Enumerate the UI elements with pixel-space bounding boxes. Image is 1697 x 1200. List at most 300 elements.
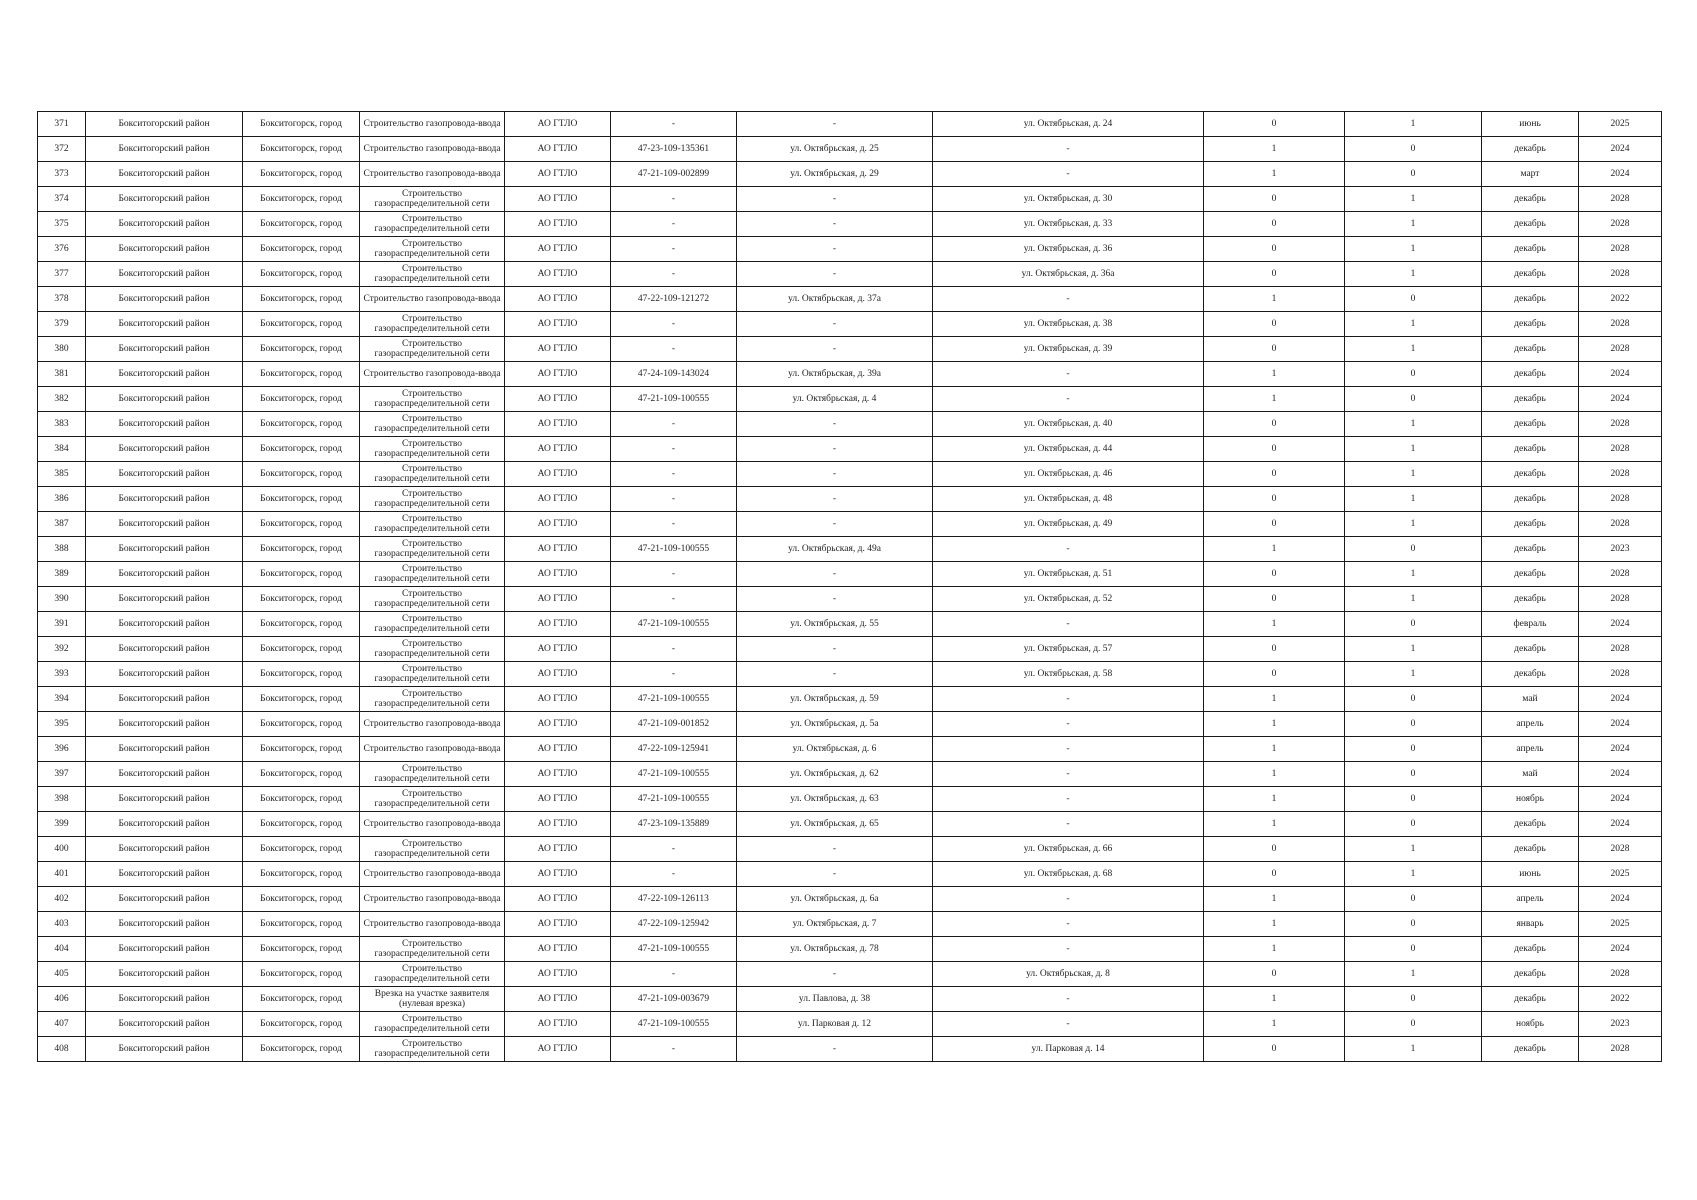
cell-address-existing: ул. Октябрьская, д. 6а <box>737 887 933 912</box>
cell-registry-code: - <box>611 337 737 362</box>
cell-locality: Бокситогорск, город <box>243 262 360 287</box>
cell-number: 390 <box>38 587 86 612</box>
cell-number: 404 <box>38 937 86 962</box>
cell-address-existing: - <box>737 437 933 462</box>
cell-district: Бокситогорский район <box>86 762 243 787</box>
cell-address-planned: - <box>933 887 1204 912</box>
cell-count-a: 0 <box>1204 187 1345 212</box>
cell-number: 405 <box>38 962 86 987</box>
table-row <box>38 1037 1662 1062</box>
cell-address-planned: ул. Парковая д. 14 <box>933 1037 1204 1062</box>
cell-count-b: 0 <box>1345 887 1482 912</box>
cell-address-planned: ул. Октябрьская, д. 38 <box>933 312 1204 337</box>
cell-district: Бокситогорский район <box>86 1037 243 1062</box>
cell-count-a: 0 <box>1204 862 1345 887</box>
cell-work-type: Строительство газопровода-ввода <box>360 112 505 137</box>
table-row <box>38 512 1662 537</box>
cell-registry-code: 47-23-109-135889 <box>611 812 737 837</box>
cell-month: декабрь <box>1482 987 1579 1012</box>
cell-year: 2028 <box>1579 587 1662 612</box>
cell-district: Бокситогорский район <box>86 587 243 612</box>
cell-organization: АО ГТЛО <box>505 762 611 787</box>
cell-registry-code: 47-22-109-125942 <box>611 912 737 937</box>
cell-number: 387 <box>38 512 86 537</box>
cell-address-existing: ул. Павлова, д. 38 <box>737 987 933 1012</box>
cell-year: 2028 <box>1579 187 1662 212</box>
cell-locality: Бокситогорск, город <box>243 887 360 912</box>
cell-count-a: 0 <box>1204 587 1345 612</box>
cell-locality: Бокситогорск, город <box>243 987 360 1012</box>
cell-address-planned: ул. Октябрьская, д. 8 <box>933 962 1204 987</box>
cell-organization: АО ГТЛО <box>505 712 611 737</box>
cell-number: 408 <box>38 1037 86 1062</box>
cell-registry-code: 47-21-109-100555 <box>611 787 737 812</box>
cell-year: 2024 <box>1579 787 1662 812</box>
cell-count-a: 1 <box>1204 1012 1345 1037</box>
cell-locality: Бокситогорск, город <box>243 762 360 787</box>
cell-address-planned: ул. Октябрьская, д. 44 <box>933 437 1204 462</box>
cell-organization: АО ГТЛО <box>505 312 611 337</box>
cell-registry-code: 47-21-109-100555 <box>611 937 737 962</box>
cell-year: 2028 <box>1579 1037 1662 1062</box>
cell-count-b: 1 <box>1345 487 1482 512</box>
cell-month: май <box>1482 687 1579 712</box>
table-row <box>38 762 1662 787</box>
cell-number: 375 <box>38 212 86 237</box>
cell-organization: АО ГТЛО <box>505 887 611 912</box>
cell-organization: АО ГТЛО <box>505 162 611 187</box>
cell-month: ноябрь <box>1482 1012 1579 1037</box>
table-row <box>38 962 1662 987</box>
cell-district: Бокситогорский район <box>86 487 243 512</box>
cell-address-existing: ул. Октябрьская, д. 78 <box>737 937 933 962</box>
cell-work-type: Строительство газораспределительной сети <box>360 787 505 812</box>
cell-month: декабрь <box>1482 312 1579 337</box>
cell-district: Бокситогорский район <box>86 362 243 387</box>
data-table <box>37 111 1662 1062</box>
table-row <box>38 887 1662 912</box>
cell-year: 2028 <box>1579 412 1662 437</box>
cell-locality: Бокситогорск, город <box>243 412 360 437</box>
cell-registry-code: - <box>611 637 737 662</box>
cell-month: декабрь <box>1482 262 1579 287</box>
cell-month: декабрь <box>1482 587 1579 612</box>
cell-registry-code: - <box>611 262 737 287</box>
cell-month: декабрь <box>1482 512 1579 537</box>
cell-count-b: 0 <box>1345 362 1482 387</box>
cell-locality: Бокситогорск, город <box>243 937 360 962</box>
cell-count-a: 1 <box>1204 387 1345 412</box>
cell-work-type: Строительство газораспределительной сети <box>360 612 505 637</box>
cell-organization: АО ГТЛО <box>505 637 611 662</box>
cell-address-planned: ул. Октябрьская, д. 48 <box>933 487 1204 512</box>
cell-month: декабрь <box>1482 437 1579 462</box>
cell-district: Бокситогорский район <box>86 837 243 862</box>
cell-year: 2028 <box>1579 662 1662 687</box>
cell-count-b: 1 <box>1345 262 1482 287</box>
cell-number: 372 <box>38 137 86 162</box>
table-row <box>38 662 1662 687</box>
cell-year: 2024 <box>1579 737 1662 762</box>
cell-district: Бокситогорский район <box>86 537 243 562</box>
cell-work-type: Строительство газопровода-ввода <box>360 737 505 762</box>
cell-work-type: Строительство газораспределительной сети <box>360 487 505 512</box>
cell-organization: АО ГТЛО <box>505 187 611 212</box>
cell-number: 388 <box>38 537 86 562</box>
table-row <box>38 312 1662 337</box>
cell-month: декабрь <box>1482 462 1579 487</box>
cell-work-type: Строительство газораспределительной сети <box>360 662 505 687</box>
cell-year: 2025 <box>1579 912 1662 937</box>
cell-count-a: 1 <box>1204 137 1345 162</box>
cell-address-planned: ул. Октябрьская, д. 51 <box>933 562 1204 587</box>
table-row <box>38 987 1662 1012</box>
cell-district: Бокситогорский район <box>86 237 243 262</box>
cell-number: 392 <box>38 637 86 662</box>
table-row <box>38 1012 1662 1037</box>
cell-count-b: 1 <box>1345 837 1482 862</box>
cell-count-b: 0 <box>1345 987 1482 1012</box>
cell-month: апрель <box>1482 737 1579 762</box>
cell-locality: Бокситогорск, город <box>243 1037 360 1062</box>
cell-organization: АО ГТЛО <box>505 412 611 437</box>
cell-address-planned: - <box>933 737 1204 762</box>
cell-count-b: 0 <box>1345 387 1482 412</box>
cell-locality: Бокситогорск, город <box>243 362 360 387</box>
cell-locality: Бокситогорск, город <box>243 587 360 612</box>
cell-work-type: Строительство газопровода-ввода <box>360 712 505 737</box>
cell-month: апрель <box>1482 712 1579 737</box>
cell-locality: Бокситогорск, город <box>243 212 360 237</box>
cell-address-existing: ул. Октябрьская, д. 5а <box>737 712 933 737</box>
cell-work-type: Строительство газораспределительной сети <box>360 762 505 787</box>
cell-work-type: Строительство газораспределительной сети <box>360 962 505 987</box>
cell-organization: АО ГТЛО <box>505 287 611 312</box>
cell-organization: АО ГТЛО <box>505 212 611 237</box>
cell-address-planned: - <box>933 937 1204 962</box>
cell-locality: Бокситогорск, город <box>243 787 360 812</box>
cell-number: 402 <box>38 887 86 912</box>
cell-locality: Бокситогорск, город <box>243 862 360 887</box>
table-row <box>38 937 1662 962</box>
cell-locality: Бокситогорск, город <box>243 612 360 637</box>
cell-organization: АО ГТЛО <box>505 587 611 612</box>
cell-count-a: 0 <box>1204 462 1345 487</box>
cell-address-existing: - <box>737 862 933 887</box>
cell-locality: Бокситогорск, город <box>243 1012 360 1037</box>
cell-count-a: 0 <box>1204 512 1345 537</box>
cell-address-existing: ул. Октябрьская, д. 62 <box>737 762 933 787</box>
table-row <box>38 687 1662 712</box>
cell-month: апрель <box>1482 887 1579 912</box>
cell-registry-code: - <box>611 462 737 487</box>
cell-work-type: Врезка на участке заявителя (нулевая врезка) <box>360 987 505 1012</box>
cell-locality: Бокситогорск, город <box>243 687 360 712</box>
cell-district: Бокситогорский район <box>86 662 243 687</box>
cell-address-existing: ул. Октябрьская, д. 39а <box>737 362 933 387</box>
cell-year: 2025 <box>1579 862 1662 887</box>
cell-district: Бокситогорский район <box>86 962 243 987</box>
cell-count-b: 0 <box>1345 687 1482 712</box>
cell-address-planned: ул. Октябрьская, д. 40 <box>933 412 1204 437</box>
cell-number: 371 <box>38 112 86 137</box>
cell-registry-code: - <box>611 412 737 437</box>
cell-count-a: 1 <box>1204 287 1345 312</box>
table-row <box>38 337 1662 362</box>
cell-organization: АО ГТЛО <box>505 387 611 412</box>
cell-work-type: Строительство газопровода-ввода <box>360 162 505 187</box>
cell-count-b: 1 <box>1345 312 1482 337</box>
cell-district: Бокситогорский район <box>86 912 243 937</box>
cell-address-existing: ул. Октябрьская, д. 59 <box>737 687 933 712</box>
cell-count-b: 1 <box>1345 587 1482 612</box>
cell-number: 384 <box>38 437 86 462</box>
cell-address-existing: - <box>737 212 933 237</box>
cell-address-existing: ул. Октябрьская, д. 4 <box>737 387 933 412</box>
cell-number: 389 <box>38 562 86 587</box>
cell-work-type: Строительство газораспределительной сети <box>360 837 505 862</box>
table-row <box>38 712 1662 737</box>
cell-year: 2028 <box>1579 487 1662 512</box>
cell-organization: АО ГТЛО <box>505 812 611 837</box>
cell-district: Бокситогорский район <box>86 112 243 137</box>
cell-month: май <box>1482 762 1579 787</box>
cell-locality: Бокситогорск, город <box>243 637 360 662</box>
cell-year: 2028 <box>1579 462 1662 487</box>
cell-number: 379 <box>38 312 86 337</box>
cell-address-planned: ул. Октябрьская, д. 30 <box>933 187 1204 212</box>
cell-registry-code: - <box>611 587 737 612</box>
cell-year: 2024 <box>1579 687 1662 712</box>
cell-registry-code: - <box>611 512 737 537</box>
cell-address-planned: - <box>933 387 1204 412</box>
cell-number: 373 <box>38 162 86 187</box>
cell-organization: АО ГТЛО <box>505 537 611 562</box>
cell-registry-code: 47-21-109-001852 <box>611 712 737 737</box>
cell-address-existing: ул. Октябрьская, д. 7 <box>737 912 933 937</box>
cell-number: 377 <box>38 262 86 287</box>
cell-district: Бокситогорский район <box>86 1012 243 1037</box>
cell-district: Бокситогорский район <box>86 212 243 237</box>
cell-district: Бокситогорский район <box>86 412 243 437</box>
cell-month: декабрь <box>1482 337 1579 362</box>
cell-registry-code: 47-22-109-125941 <box>611 737 737 762</box>
cell-count-a: 1 <box>1204 537 1345 562</box>
cell-district: Бокситогорский район <box>86 437 243 462</box>
cell-number: 391 <box>38 612 86 637</box>
cell-number: 395 <box>38 712 86 737</box>
cell-month: декабрь <box>1482 387 1579 412</box>
cell-count-a: 1 <box>1204 737 1345 762</box>
cell-count-a: 0 <box>1204 1037 1345 1062</box>
cell-month: декабрь <box>1482 537 1579 562</box>
table-row <box>38 237 1662 262</box>
cell-district: Бокситогорский район <box>86 162 243 187</box>
cell-address-existing: - <box>737 112 933 137</box>
table-row <box>38 862 1662 887</box>
cell-month: декабрь <box>1482 937 1579 962</box>
cell-address-planned: ул. Октябрьская, д. 39 <box>933 337 1204 362</box>
cell-count-a: 1 <box>1204 937 1345 962</box>
cell-address-planned: ул. Октябрьская, д. 46 <box>933 462 1204 487</box>
cell-work-type: Строительство газораспределительной сети <box>360 387 505 412</box>
cell-count-b: 0 <box>1345 287 1482 312</box>
cell-work-type: Строительство газопровода-ввода <box>360 912 505 937</box>
cell-year: 2024 <box>1579 812 1662 837</box>
cell-district: Бокситогорский район <box>86 137 243 162</box>
cell-year: 2025 <box>1579 112 1662 137</box>
cell-year: 2028 <box>1579 562 1662 587</box>
cell-address-planned: - <box>933 1012 1204 1037</box>
cell-district: Бокситогорский район <box>86 187 243 212</box>
cell-count-b: 1 <box>1345 662 1482 687</box>
cell-address-existing: - <box>737 1037 933 1062</box>
cell-registry-code: 47-22-109-126113 <box>611 887 737 912</box>
cell-month: декабрь <box>1482 962 1579 987</box>
cell-month: декабрь <box>1482 562 1579 587</box>
cell-locality: Бокситогорск, город <box>243 162 360 187</box>
cell-month: март <box>1482 162 1579 187</box>
cell-registry-code: - <box>611 487 737 512</box>
cell-number: 386 <box>38 487 86 512</box>
cell-count-b: 1 <box>1345 512 1482 537</box>
table-row <box>38 137 1662 162</box>
cell-year: 2024 <box>1579 137 1662 162</box>
cell-count-b: 0 <box>1345 737 1482 762</box>
cell-count-b: 0 <box>1345 1012 1482 1037</box>
cell-work-type: Строительство газораспределительной сети <box>360 237 505 262</box>
cell-address-planned: ул. Октябрьская, д. 24 <box>933 112 1204 137</box>
cell-registry-code: 47-21-109-100555 <box>611 762 737 787</box>
table-body <box>38 112 1662 1062</box>
cell-work-type: Строительство газораспределительной сети <box>360 337 505 362</box>
cell-count-a: 0 <box>1204 237 1345 262</box>
cell-count-b: 0 <box>1345 812 1482 837</box>
cell-year: 2023 <box>1579 1012 1662 1037</box>
cell-registry-code: 47-21-109-100555 <box>611 1012 737 1037</box>
cell-locality: Бокситогорск, город <box>243 437 360 462</box>
table-row <box>38 462 1662 487</box>
cell-registry-code: 47-21-109-100555 <box>611 612 737 637</box>
cell-month: декабрь <box>1482 412 1579 437</box>
table-row <box>38 387 1662 412</box>
cell-address-existing: ул. Октябрьская, д. 65 <box>737 812 933 837</box>
cell-count-a: 1 <box>1204 712 1345 737</box>
cell-number: 406 <box>38 987 86 1012</box>
cell-district: Бокситогорский район <box>86 812 243 837</box>
cell-number: 380 <box>38 337 86 362</box>
cell-registry-code: - <box>611 187 737 212</box>
cell-year: 2022 <box>1579 987 1662 1012</box>
cell-organization: АО ГТЛО <box>505 912 611 937</box>
cell-district: Бокситогорский район <box>86 512 243 537</box>
cell-year: 2023 <box>1579 537 1662 562</box>
cell-number: 401 <box>38 862 86 887</box>
cell-district: Бокситогорский район <box>86 987 243 1012</box>
cell-organization: АО ГТЛО <box>505 662 611 687</box>
cell-count-b: 1 <box>1345 962 1482 987</box>
cell-count-b: 1 <box>1345 562 1482 587</box>
cell-locality: Бокситогорск, город <box>243 962 360 987</box>
cell-address-existing: - <box>737 312 933 337</box>
cell-year: 2028 <box>1579 312 1662 337</box>
cell-address-planned: - <box>933 912 1204 937</box>
cell-count-a: 0 <box>1204 337 1345 362</box>
cell-organization: АО ГТЛО <box>505 787 611 812</box>
cell-count-a: 1 <box>1204 987 1345 1012</box>
cell-address-existing: ул. Октябрьская, д. 49а <box>737 537 933 562</box>
cell-organization: АО ГТЛО <box>505 987 611 1012</box>
cell-address-planned: ул. Октябрьская, д. 68 <box>933 862 1204 887</box>
cell-organization: АО ГТЛО <box>505 262 611 287</box>
cell-registry-code: - <box>611 312 737 337</box>
table-row <box>38 437 1662 462</box>
cell-organization: АО ГТЛО <box>505 962 611 987</box>
cell-month: ноябрь <box>1482 787 1579 812</box>
cell-address-existing: ул. Октябрьская, д. 37а <box>737 287 933 312</box>
cell-year: 2028 <box>1579 262 1662 287</box>
cell-registry-code: 47-21-109-002899 <box>611 162 737 187</box>
cell-organization: АО ГТЛО <box>505 462 611 487</box>
cell-year: 2024 <box>1579 712 1662 737</box>
cell-count-a: 0 <box>1204 437 1345 462</box>
cell-work-type: Строительство газораспределительной сети <box>360 312 505 337</box>
cell-year: 2028 <box>1579 237 1662 262</box>
cell-year: 2024 <box>1579 162 1662 187</box>
cell-address-existing: ул. Октябрьская, д. 25 <box>737 137 933 162</box>
cell-address-planned: - <box>933 812 1204 837</box>
cell-month: декабрь <box>1482 662 1579 687</box>
cell-count-b: 1 <box>1345 412 1482 437</box>
cell-count-b: 1 <box>1345 112 1482 137</box>
cell-count-b: 1 <box>1345 337 1482 362</box>
cell-address-existing: - <box>737 837 933 862</box>
table-row <box>38 587 1662 612</box>
cell-month: декабрь <box>1482 137 1579 162</box>
cell-number: 396 <box>38 737 86 762</box>
cell-address-planned: - <box>933 712 1204 737</box>
cell-work-type: Строительство газопровода-ввода <box>360 887 505 912</box>
cell-number: 394 <box>38 687 86 712</box>
cell-count-b: 1 <box>1345 437 1482 462</box>
table-row <box>38 412 1662 437</box>
cell-work-type: Строительство газораспределительной сети <box>360 537 505 562</box>
table-row <box>38 912 1662 937</box>
cell-organization: АО ГТЛО <box>505 1037 611 1062</box>
cell-locality: Бокситогорск, город <box>243 387 360 412</box>
cell-number: 378 <box>38 287 86 312</box>
cell-registry-code: 47-23-109-135361 <box>611 137 737 162</box>
cell-address-existing: - <box>737 662 933 687</box>
cell-district: Бокситогорский район <box>86 687 243 712</box>
cell-count-b: 0 <box>1345 612 1482 637</box>
cell-organization: АО ГТЛО <box>505 112 611 137</box>
cell-locality: Бокситогорск, город <box>243 112 360 137</box>
cell-address-existing: - <box>737 562 933 587</box>
cell-year: 2028 <box>1579 637 1662 662</box>
cell-address-planned: - <box>933 787 1204 812</box>
cell-count-a: 1 <box>1204 687 1345 712</box>
cell-district: Бокситогорский район <box>86 562 243 587</box>
cell-count-b: 1 <box>1345 862 1482 887</box>
cell-organization: АО ГТЛО <box>505 437 611 462</box>
cell-address-planned: - <box>933 162 1204 187</box>
table-row <box>38 262 1662 287</box>
cell-address-existing: - <box>737 587 933 612</box>
cell-work-type: Строительство газопровода-ввода <box>360 362 505 387</box>
cell-work-type: Строительство газопровода-ввода <box>360 137 505 162</box>
cell-locality: Бокситогорск, город <box>243 487 360 512</box>
